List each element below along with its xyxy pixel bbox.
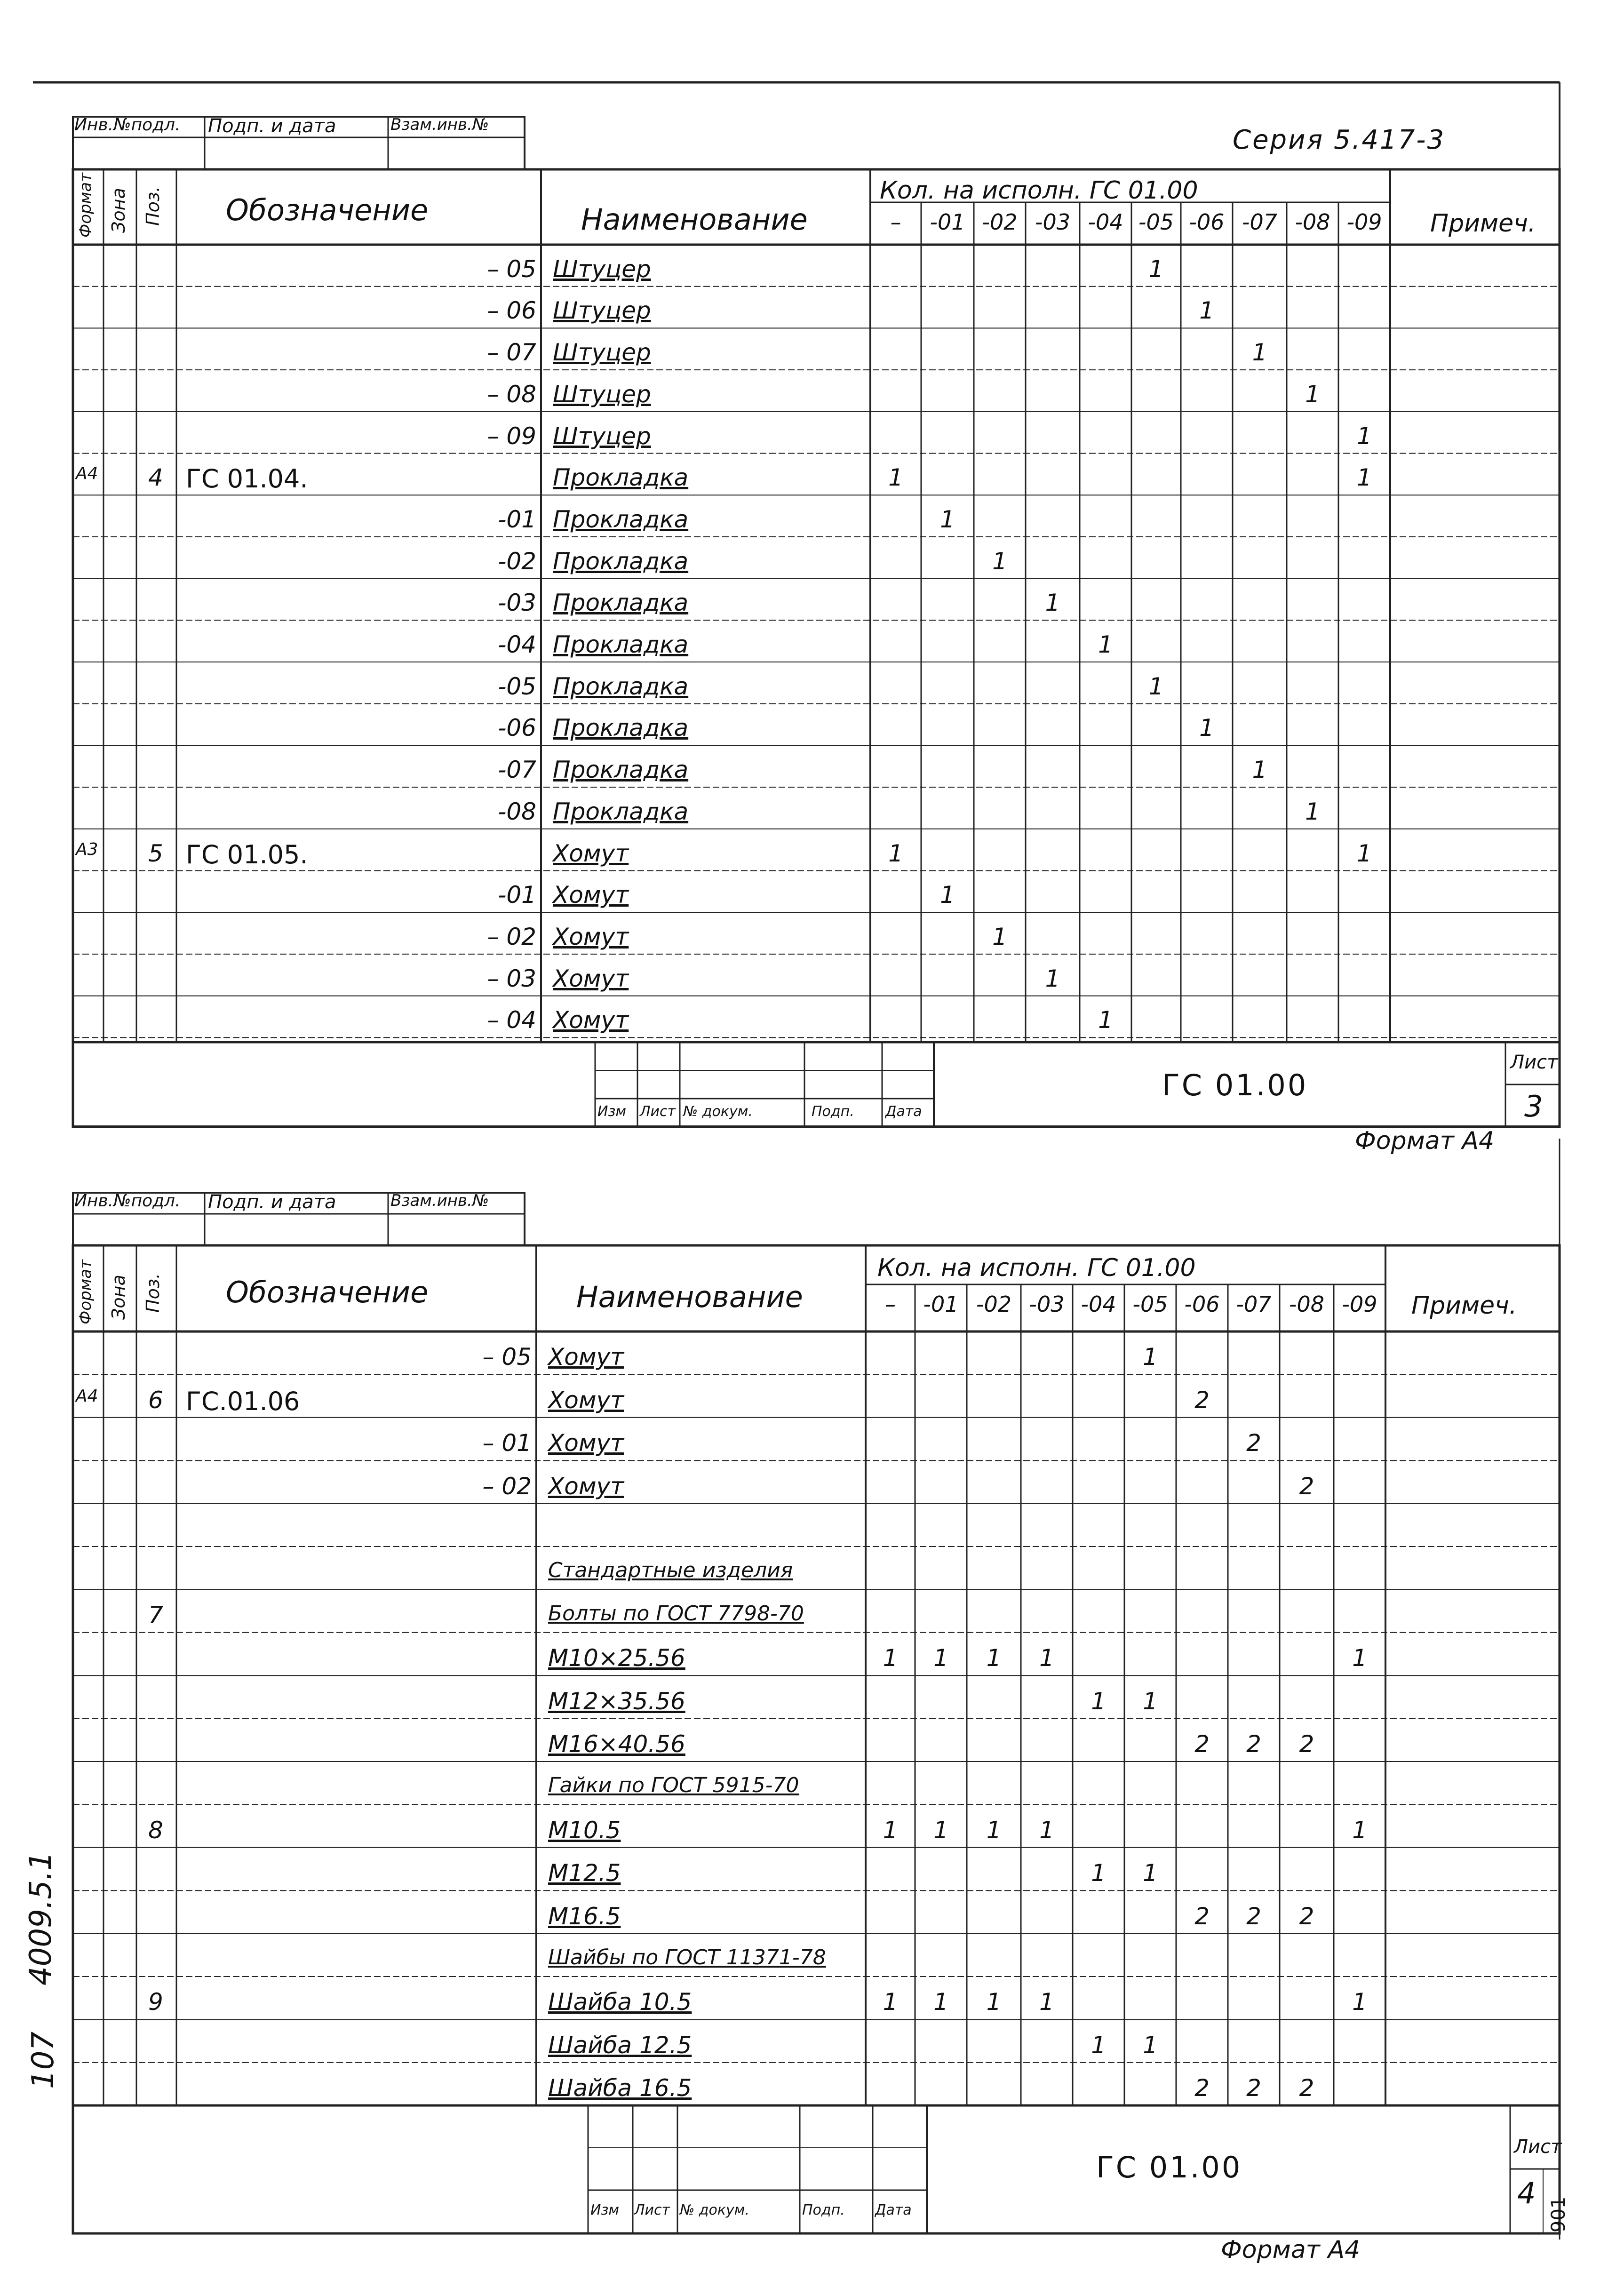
qty-value: 1 [1045,589,1060,617]
qty-value: 1 [1098,1006,1113,1034]
tb-label-date-2: Дата [875,2202,912,2218]
qty-value: 1 [1148,672,1164,700]
qty-value: 1 [1305,797,1320,825]
row-name: Прокладка [553,631,689,658]
qty-col-header: -09 [1342,1291,1377,1317]
row-designation: – 08 [487,380,536,408]
row-name: Прокладка [553,464,689,492]
sheet-number: 3 [1524,1089,1543,1124]
qty-value: 1 [1148,255,1164,283]
qty-col-header: -06 [1189,209,1225,235]
row-name: Хомут [548,1343,624,1371]
qty-value: 1 [1091,2031,1106,2059]
qty-value: 2 [1194,1386,1210,1414]
row-name: Прокладка [553,589,689,617]
qty-value: 1 [1045,965,1060,992]
row-designation: -07 [498,756,536,784]
row-name: Хомут [548,1429,624,1457]
qty-col-header: -04 [1081,1291,1116,1317]
row-format: А3 [76,839,98,859]
stamp-inv-label-2: Инв.№подл. [74,1191,181,1211]
stamp-sign-label-2: Подп. и дата [208,1191,336,1213]
qty-value: 1 [883,1988,898,2016]
row-name: Прокладка [553,547,689,575]
qty-col-header: -08 [1295,209,1330,235]
qty-value: 2 [1194,1902,1210,1930]
row-name: Штуцер [553,255,651,283]
row-designation: – 05 [487,255,536,283]
tb-label-sign-2: Подп. [802,2202,845,2218]
row-name: Болты по ГОСТ 7798-70 [548,1601,804,1626]
row-name: М10×25.56 [548,1644,685,1672]
qty-value: 1 [883,1816,898,1844]
qty-col-header: -02 [976,1291,1012,1317]
qty-col-header: -01 [930,209,965,235]
qty-col-header: -03 [1035,209,1071,235]
sheet-label: Лист [1510,1052,1558,1073]
qty-value: 1 [883,1644,898,1672]
row-name: М16.5 [548,1902,621,1930]
header-pos-2: Поз. [143,1273,163,1313]
row-designation: – 03 [487,965,536,992]
row-name: М12.5 [548,1859,621,1887]
qty-value: 1 [933,1644,948,1672]
qty-value: 1 [1352,1816,1367,1844]
doc-code: ГС 01.00 [1162,1068,1308,1102]
tb-label-izm: Изм [597,1103,627,1120]
qty-col-header: – [890,209,901,235]
row-name: Прокладка [553,756,689,784]
row-format: А4 [76,464,98,484]
row-position: 9 [148,1988,163,2016]
margin-page-mark: 107 [26,2031,61,2089]
margin-corner-mark: 901 [1548,2196,1569,2232]
row-position: 8 [148,1816,163,1844]
row-name: Хомут [553,881,629,909]
qty-value: 1 [1091,1687,1106,1715]
qty-col-header: -08 [1289,1291,1325,1317]
stamp-replace-label: Взам.инв.№ [390,115,489,134]
qty-value: 1 [1143,1859,1158,1887]
qty-value: 1 [1039,1988,1054,2016]
row-name: Штуцер [553,380,651,408]
qty-value: 2 [1246,2074,1261,2102]
tb-label-doc: № докум. [683,1103,753,1120]
qty-value: 2 [1246,1429,1261,1457]
header-designation-2: Обозначение [226,1275,429,1309]
row-designation: -08 [498,797,536,825]
qty-col-header: – [885,1291,896,1317]
header-name-2: Наименование [576,1280,803,1314]
row-designation: -04 [498,631,536,658]
row-name: Прокладка [553,672,689,700]
row-designation: -01 [498,881,536,909]
row-name: Штуцер [553,339,651,367]
row-name: Шайбы по ГОСТ 11371-78 [548,1945,826,1969]
format-label: Формат А4 [1355,1127,1495,1155]
row-name: Стандартные изделия [548,1558,793,1583]
series-label: Серия 5.417-3 [1233,125,1446,155]
row-designation: -06 [498,714,536,742]
row-name: Хомут [553,923,629,950]
qty-value: 1 [986,1988,1002,2016]
row-name: Штуцер [553,297,651,325]
tb-label-sign: Подп. [812,1103,854,1120]
qty-value: 1 [1199,714,1214,742]
qty-value: 2 [1246,1902,1261,1930]
header-designation: Обозначение [226,193,429,227]
row-name: Прокладка [553,714,689,742]
qty-col-header: -04 [1088,209,1123,235]
row-position: 4 [148,464,163,492]
qty-value: 1 [940,881,955,909]
row-name: Хомут [553,839,629,867]
sheet-number-2: 4 [1517,2176,1536,2210]
qty-value: 1 [1098,631,1113,658]
qty-value: 2 [1299,1902,1314,1930]
qty-value: 2 [1299,1730,1314,1758]
qty-value: 1 [933,1988,948,2016]
qty-value: 1 [888,839,903,867]
row-designation: ГС.01.06 [186,1386,300,1416]
sheet-label-2: Лист [1514,2136,1562,2158]
row-name: М16×40.56 [548,1730,685,1758]
row-designation: – 06 [487,297,536,325]
qty-value: 1 [1352,1644,1367,1672]
row-name: Хомут [553,1006,629,1034]
row-name: М12×35.56 [548,1687,685,1715]
tb-label-doc-2: № докум. [680,2202,749,2218]
qty-col-header: -02 [982,209,1018,235]
qty-col-header: -07 [1242,209,1278,235]
qty-value: 1 [1357,422,1372,450]
qty-col-header: -07 [1236,1291,1272,1317]
tb-label-izm-2: Изм [590,2202,620,2218]
row-name: М10.5 [548,1816,621,1844]
header-format-2: Формат [76,1260,95,1324]
row-name: Шайба 10.5 [548,1988,692,2016]
row-position: 6 [148,1386,163,1414]
doc-code-2: ГС 01.00 [1096,2150,1242,2184]
qty-value: 1 [992,547,1007,575]
row-designation: -03 [498,589,536,617]
header-qty-title: Кол. на исполн. ГС 01.00 [880,176,1198,205]
row-designation: ГС 01.05. [186,839,308,869]
format-label-2: Формат А4 [1221,2236,1361,2264]
qty-value: 1 [1039,1644,1054,1672]
qty-col-header: -01 [923,1291,959,1317]
stamp-replace-label-2: Взам.инв.№ [390,1191,489,1210]
qty-value: 1 [1091,1859,1106,1887]
margin-inv-number: 4009.5.1 [24,1851,58,1985]
row-position: 5 [148,839,163,867]
qty-value: 2 [1299,2074,1314,2102]
qty-value: 1 [1252,339,1267,367]
tb-label-date: Дата [885,1103,922,1120]
qty-value: 2 [1246,1730,1261,1758]
row-name: Прокладка [553,505,689,533]
row-name: Шайба 12.5 [548,2031,692,2059]
row-format: А4 [76,1386,98,1406]
row-designation: – 04 [487,1006,536,1034]
row-name: Прокладка [553,797,689,825]
qty-col-header: -09 [1346,209,1382,235]
qty-value: 2 [1194,1730,1210,1758]
stamp-sign-label: Подп. и дата [208,115,336,137]
row-name: Хомут [553,965,629,992]
qty-value: 1 [992,923,1007,950]
row-position: 7 [148,1601,163,1629]
tb-label-list: Лист [640,1103,676,1120]
row-name: Шайба 16.5 [548,2074,692,2102]
header-note-2: Примеч. [1411,1291,1517,1320]
qty-value: 1 [986,1644,1002,1672]
row-name: Хомут [548,1472,624,1500]
qty-value: 1 [933,1816,948,1844]
qty-value: 1 [1199,297,1214,325]
header-pos: Поз. [143,186,163,226]
header-zone-2: Зона [108,1275,129,1320]
row-designation: -05 [498,672,536,700]
row-designation: ГС 01.04. [186,464,308,494]
qty-value: 1 [1352,1988,1367,2016]
header-name: Наименование [581,202,808,237]
qty-value: 1 [1143,2031,1158,2059]
qty-value: 1 [1143,1343,1158,1371]
row-designation: -01 [498,505,536,533]
qty-col-header: -06 [1184,1291,1220,1317]
header-zone: Зона [108,188,129,233]
row-designation: – 09 [487,422,536,450]
qty-col-header: -05 [1132,1291,1168,1317]
row-designation: – 02 [482,1472,532,1500]
qty-col-header: -03 [1029,1291,1065,1317]
row-designation: – 01 [482,1429,532,1457]
qty-value: 1 [1039,1816,1054,1844]
stamp-inv-label: Инв.№подл. [74,115,181,135]
header-note: Примеч. [1430,209,1536,238]
row-designation: – 05 [482,1343,532,1371]
qty-value: 1 [1143,1687,1158,1715]
qty-value: 1 [986,1816,1002,1844]
qty-value: 1 [1357,839,1372,867]
qty-value: 1 [1357,464,1372,492]
qty-col-header: -05 [1138,209,1174,235]
row-designation: – 07 [487,339,536,367]
row-designation: -02 [498,547,536,575]
qty-value: 2 [1194,2074,1210,2102]
tb-label-list-2: Лист [634,2202,670,2218]
row-name: Штуцер [553,422,651,450]
qty-value: 1 [1252,756,1267,784]
header-format: Формат [76,173,95,238]
row-name: Гайки по ГОСТ 5915-70 [548,1773,799,1798]
qty-value: 1 [940,505,955,533]
qty-value: 1 [888,464,903,492]
qty-value: 1 [1305,380,1320,408]
row-designation: – 02 [487,923,536,950]
qty-value: 2 [1299,1472,1314,1500]
row-name: Хомут [548,1386,624,1414]
header-qty-title-2: Кол. на исполн. ГС 01.00 [877,1254,1196,1282]
